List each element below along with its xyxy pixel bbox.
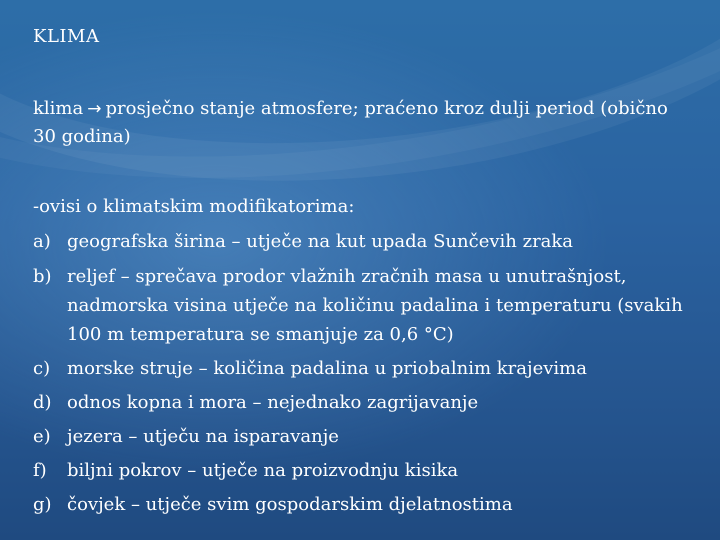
- list-marker: g): [33, 494, 52, 515]
- list-marker: b): [33, 266, 52, 287]
- list-marker: f): [33, 460, 47, 481]
- list-item: [33, 389, 705, 417]
- definition-text: prosječno stanje atmosfere; praćeno kroz dulji period (obično 30 godina): [33, 98, 668, 147]
- list-item: [33, 457, 705, 485]
- list-marker: a): [33, 231, 51, 252]
- list-item-text: jezera – utječu na isparavanje: [67, 426, 339, 447]
- slide-title: KLIMA: [33, 26, 100, 47]
- list-item-text: reljef – sprečava prodor vlažnih zračnih masa u unutrašnjost, nadmorska visina utječe na količinu padalina i temperaturu (svakih 100 m temperatura se smanjuje za 0,6 °C): [67, 266, 683, 345]
- list-marker: c): [33, 358, 51, 379]
- list-item: [33, 228, 705, 256]
- arrow-right-icon: →: [87, 99, 102, 119]
- modifiers-intro: -ovisi o klimatskim modifikatorima:: [33, 196, 355, 217]
- list-item: [33, 355, 705, 383]
- list-item: [33, 491, 705, 519]
- list-marker: d): [33, 392, 52, 413]
- climate-definition: [33, 95, 693, 151]
- list-item: [33, 423, 705, 451]
- modifier-list: [33, 228, 705, 525]
- list-item-text: morske struje – količina padalina u priobalnim krajevima: [67, 358, 587, 379]
- list-marker: e): [33, 426, 51, 447]
- list-item-text: čovjek – utječe svim gospodarskim djelatnostima: [67, 494, 513, 515]
- definition-term: klima: [33, 98, 84, 119]
- list-item-text: odnos kopna i mora – nejednako zagrijavanje: [67, 392, 479, 413]
- list-item: [33, 262, 705, 349]
- list-item-text: geografska širina – utječe na kut upada Sunčevih zraka: [67, 231, 574, 252]
- list-item-text: biljni pokrov – utječe na proizvodnju kisika: [67, 460, 459, 481]
